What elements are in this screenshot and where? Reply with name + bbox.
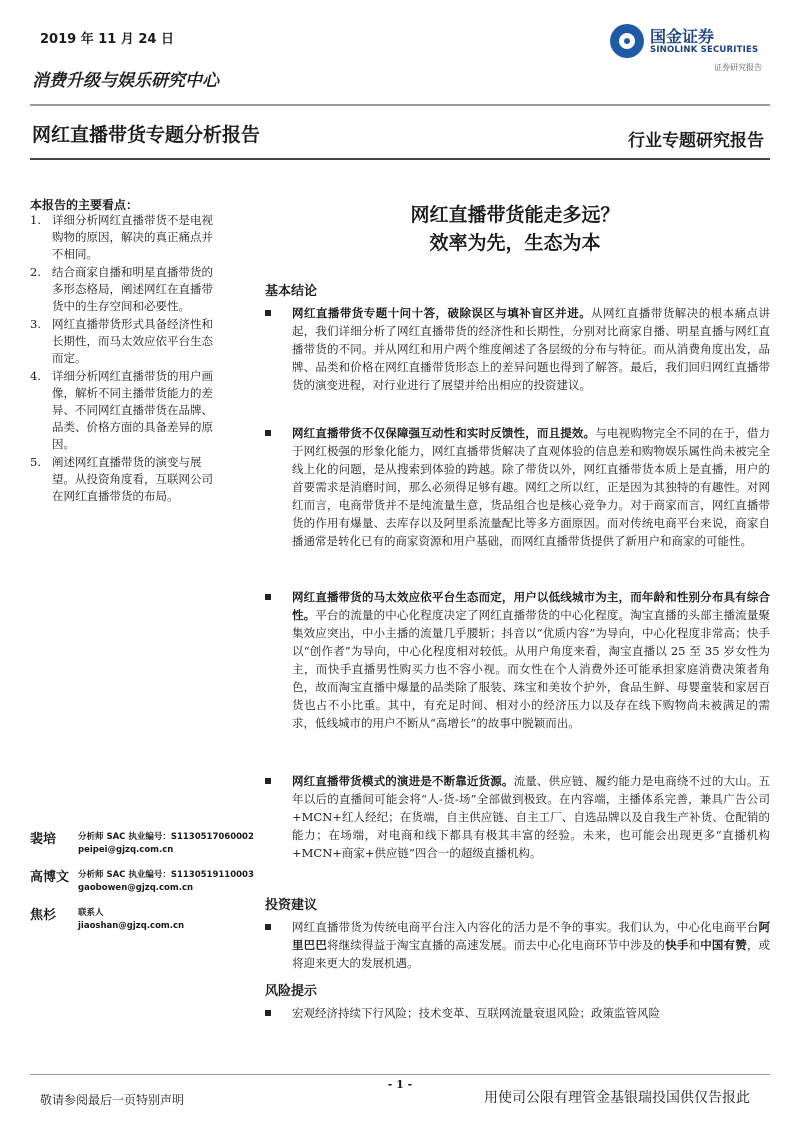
conclusion-item: 网红直播带货不仅保障强互动性和实时反馈性，而且提效。与电视购物完全不同的在于，借力于网红极强的形象化能力，网红直播带货解决了直观体验的信息差和购物娱乐属性尚未被完全线上化的问题，是从搜索到体验的跨越。除了带货以外，网红直播带货本质上是直播，用户的首要需求是消磨时间，那么必须得足够有趣。网红之所以红，正是因为其独特的有趣性。对网红而言，电商带货并不是纯流量生意，货品组合也是核心竞争力。对于商家而言，网红直播带货的作用有爆量、去库存以及阿里系流量配比等多方面原因。而对传统电商平台来说，商家自播通常是转化已有的商家资源和用户基础，而网红直播带货提供了新用户和商家的可能性。 — [265, 424, 770, 550]
list-item: 5. 阐述网红直播带货的演变与展望。从投资角度看，互联网公司在网红直播带货的布局。 — [30, 455, 213, 503]
bullet-icon — [265, 778, 271, 784]
report-title: 网红直播带货专题分析报告 — [32, 124, 261, 146]
section-conclusion-heading: 基本结论 — [265, 284, 318, 299]
page-number: - 1 - — [387, 1078, 413, 1091]
analyst-email[interactable]: gaobowen@gjzq.com.cn — [78, 883, 194, 893]
logo-mark-icon — [610, 24, 644, 58]
list-item: 1. 详细分析网红直播带货不是电视购物的原因，解决的真正痛点并不相同。 — [30, 213, 213, 261]
bullet-icon — [265, 924, 271, 930]
section-risk-heading: 风险提示 — [265, 984, 318, 999]
bullet-icon — [265, 1010, 271, 1016]
analyst-email[interactable]: peipei@gjzq.com.cn — [78, 845, 174, 855]
bullet-icon — [265, 594, 271, 600]
risk-item: 宏观经济持续下行风险；技术变革、互联网流量衰退风险；政策监管风险 — [265, 1004, 770, 1022]
bullet-icon — [265, 310, 271, 316]
header-divider — [30, 104, 770, 106]
list-item: 4. 详细分析网红直播带货的用户画像，解析不同主播带货能力的差异、不同网红直播带货在品牌、品类、价格方面的具备差异的原因。 — [30, 369, 213, 451]
conclusion-item: 网红直播带货模式的演进是不断靠近货源。流量、供应链、履约能力是电商绕不过的大山。五年以后的直播间可能会将“人-货-场”全部做到极致。在内容端，主播体系完善，兼具广告公司+MCN+红人经纪；在货端，自主供应链、自主工厂、自选品牌以及自我生产补货、仓配销的能力；在场端，对电商和线下都具有极其丰富的经验。未来，也可能会出现更多“直播机构+MCN+商家+供应链”四合一的超级直播机构。 — [265, 772, 770, 862]
analyst-email[interactable]: jiaoshan@gjzq.com.cn — [78, 921, 185, 931]
footer-watermark: 用使司公限有理管金基银瑞投国供仅告报此 — [484, 1090, 750, 1106]
analyst-name: 焦杉 — [30, 908, 57, 923]
sidebar-points — [30, 212, 220, 506]
logo-subtitle: 证券研究报告 — [714, 63, 762, 72]
research-center: 消费升级与娱乐研究中心 — [32, 71, 219, 91]
conclusion-item: 网红直播带货专题十问十答，破除误区与填补盲区并进。从网红直播带货解决的根本痛点讲起，我们详细分析了网红直播带货的经济性和长期性，分别对比商家自播、明星直播与网红直播带货的不同。并从网红和用户两个维度阐述了各层级的分布与特征。而从消费角度出发，品牌、品类和价格在网红直播带货形态上的差异问题也得到了解答。最后，我们回归网红直播带货的演变进程，对行业进行了展望并给出相应的投资建议。 — [265, 304, 770, 394]
sidebar-heading: 本报告的主要看点： — [30, 198, 139, 212]
main-title-2: 效率为先，生态为本 — [429, 232, 601, 254]
analyst-role: 分析师 SAC 执业编号：S1130519110003 — [78, 870, 254, 880]
conclusion-item: 网红直播带货的马太效应依平台生态而定，用户以低线城市为主，而年龄和性别分布具有综合性。平台的流量的中心化程度决定了网红直播带货的中心化程度。淘宝直播的头部主播流量聚集效应突出，中小主播的流量几乎腰斩；抖音以“优质内容”为导向，中心化程度非常高；快手以“创作者”为导向，中心化程度相对较低。从用户角度来看，淘宝直播以 25 至 35 岁女性为主，而快手直播男性购买力也不容小视。而女性在个人消费外还可能承担家庭消费决策者角色，故而淘宝直播中爆量的品类除了服装、珠宝和美妆个护外，食品生鲜、母婴童装和家居百货也占不小比重。其中，有充足时间、相对小的经济压力以及存在线下购物尚未被满足的需求，低线城市的用户不断从“高增长”的故事中脱颖而出。 — [265, 588, 770, 732]
title-divider — [30, 158, 770, 160]
analyst-role: 联系人 — [78, 908, 104, 918]
logo-cn-text: 国金证券 — [650, 27, 715, 46]
bullet-icon — [265, 430, 271, 436]
invest-item: 网红直播带货为传统电商平台注入内容化的活力是不争的事实。我们认为，中心化电商平台阿里巴巴将继续得益于淘宝直播的高速发展。而去中心化电商环节中涉及的快手和中国有赞，或将迎来更大的发展机遇。 — [265, 918, 770, 972]
analyst-role: 分析师 SAC 执业编号：S1130517060002 — [78, 832, 254, 842]
footer-divider — [30, 1074, 770, 1075]
list-item: 2. 结合商家自播和明星直播带货的多形态格局，阐述网红在直播带货中的生存空间和必要性。 — [30, 265, 213, 313]
logo-en-text: SINOLINK SECURITIES — [650, 45, 759, 55]
list-item: 3. 网红直播带货形式具备经济性和长期性，而马太效应依平台生态而定。 — [30, 317, 213, 365]
analyst-name: 高博文 — [30, 870, 70, 885]
main-title-1: 网红直播带货能走多远？ — [410, 204, 620, 226]
company-logo — [610, 22, 770, 78]
section-invest-heading: 投资建议 — [265, 898, 318, 913]
report-type: 行业专题研究报告 — [628, 131, 764, 151]
analyst-name: 裴培 — [30, 832, 57, 847]
footer-disclaimer: 敬请参阅最后一页特别声明 — [40, 1093, 185, 1107]
report-date: 2019 年 11 月 24 日 — [40, 32, 174, 47]
